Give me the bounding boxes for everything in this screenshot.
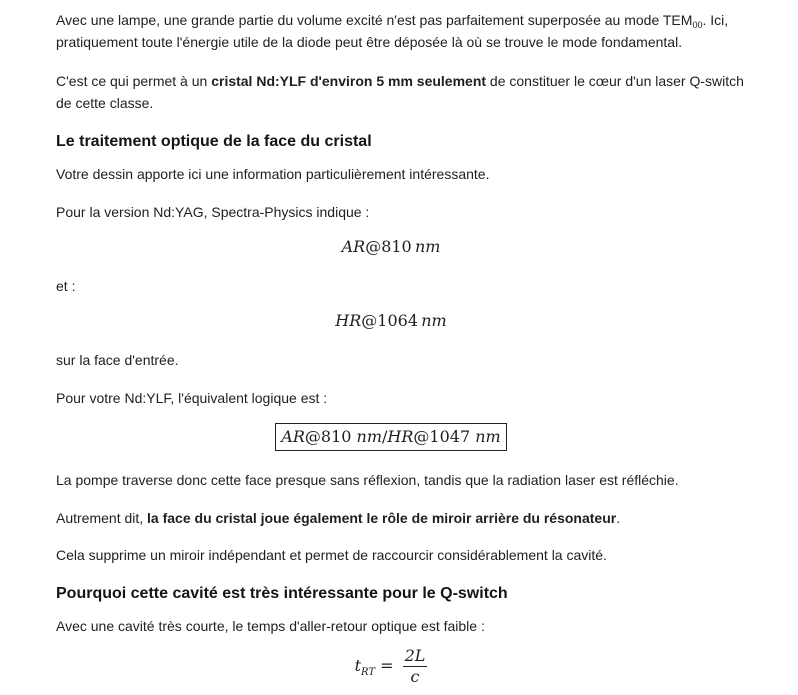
equation-hr-1064 (0, 310, 782, 332)
paragraph-lamp-line2: pratiquement toute l'énergie utile de la diode peut être déposée là où se trouve le mode fondamental. (56, 34, 683, 50)
paragraph-crystal-post: de constituer le cœur d'un laser Q-switch (486, 73, 744, 89)
paragraph-crystal (56, 70, 744, 92)
eq3-slash: / (382, 427, 388, 446)
paragraph-roundtrip: Avec une cavité très courte, le temps d'aller-retour optique est faible : (56, 618, 485, 634)
paragraph-et: et : (56, 278, 76, 294)
paragraph-crystal-line2: de cette classe. (56, 95, 154, 111)
eq2-at: @1064 (361, 311, 419, 330)
eq3-at1: @810 (304, 427, 357, 446)
eq4-den: c (410, 667, 420, 686)
paragraph-crystal-bold: cristal Nd:YLF d'environ 5 mm seulement (211, 73, 487, 89)
eq1-unit: nm (414, 237, 441, 256)
eq3-unit2: nm (475, 427, 501, 446)
paragraph-mirror-post: . (616, 510, 621, 526)
equation-box (275, 423, 506, 451)
eq1-var: AR (341, 237, 366, 256)
eq3-var2: HR (387, 427, 414, 446)
eq3-unit1: nm (356, 427, 383, 446)
eq4-fraction (403, 646, 428, 687)
section-heading-coating: Le traitement optique de la face du cristal (56, 133, 372, 150)
paragraph-ndyag: Pour la version Nd:YAG, Spectra-Physics indique : (56, 204, 370, 220)
section-heading-qswitch: Pourquoi cette cavité est très intéressante pour le Q-switch (56, 585, 508, 602)
eq3-var1: AR (281, 427, 305, 446)
eq4-lhs: t (354, 656, 361, 675)
eq3-at2: @1047 (413, 427, 476, 446)
paragraph-mirror-pre: Autrement dit, (56, 510, 148, 526)
eq2-unit: nm (421, 311, 447, 330)
paragraph-ndylf: Pour votre Nd:YLF, l'équivalent logique est : (56, 390, 328, 406)
eq4-sub: RT (361, 667, 376, 679)
paragraph-mirror (56, 507, 620, 529)
eq1-at: @810 (365, 237, 412, 256)
paragraph-pump: La pompe traverse donc cette face presque sans réflexion, tandis que la radiation laser est réfléchie. (56, 472, 679, 488)
paragraph-mirror-bold: la face du cristal joue également le rôle de miroir arrière du résonateur (147, 510, 617, 526)
paragraph-shorten: Cela supprime un miroir indépendant et permet de raccourcir considérablement la cavité. (56, 547, 607, 563)
equation-ar-810 (0, 236, 782, 258)
eq2-var: HR (335, 311, 362, 330)
paragraph-lamp-text: Avec une lampe, une grande partie du volume excité n'est pas parfaitement superposée au mode TEM (56, 12, 693, 28)
paragraph-entry-face: sur la face d'entrée. (56, 352, 179, 368)
equation-roundtrip (0, 646, 782, 687)
eq4-num: 2L (404, 646, 426, 665)
paragraph-drawing: Votre dessin apporte ici une information particulièrement intéressante. (56, 166, 490, 182)
paragraph-crystal-pre: C'est ce qui permet à un (56, 73, 212, 89)
tem-subscript: 00 (692, 20, 703, 30)
eq4-eq: = (375, 656, 399, 675)
equation-boxed (0, 423, 782, 451)
paragraph-lamp-suffix: . Ici, (702, 12, 729, 28)
